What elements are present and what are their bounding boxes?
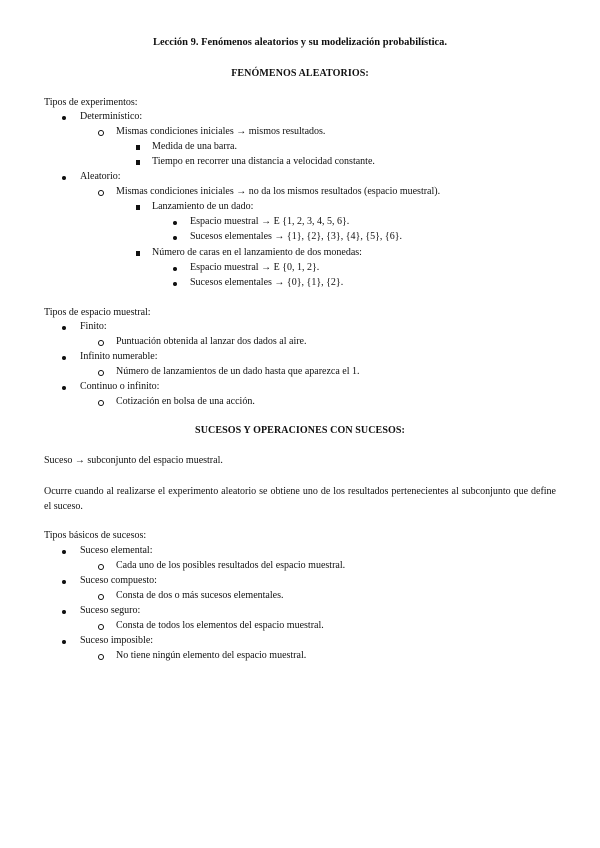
random-label: Aleatorio: <box>80 171 121 182</box>
bullet-circle-icon <box>96 127 106 138</box>
event-type-description: Consta de todos los elementos del espacio muestral. <box>116 620 324 631</box>
deterministic-description: Mismas condiciones iniciales → mismos resultados. <box>116 126 326 137</box>
bullet-circle-icon <box>96 337 106 348</box>
bullet-circle-icon <box>96 397 106 408</box>
bullet-dot-icon <box>170 263 180 274</box>
bullet-square-icon <box>133 142 143 153</box>
bullet-circle-icon <box>96 591 106 602</box>
coins-example-label: Número de caras en el lanzamiento de dos monedas: <box>152 247 362 258</box>
countable-label: Infinito numerable: <box>80 351 158 362</box>
bullet-dot-icon <box>59 172 69 183</box>
document-title: Lección 9. Fenómenos aleatorios y su modelización probabilística. <box>152 37 448 48</box>
bullet-circle-icon <box>96 651 106 662</box>
event-type-description: No tiene ningún elemento del espacio muestral. <box>116 650 307 661</box>
event-type-description: Consta de dos o más sucesos elementales. <box>116 590 284 601</box>
event-occurrence-paragraph: Ocurre cuando al realizarse el experimento aleatorio se obtiene uno de los resultados pertenecientes al subconjunto que define el suceso. <box>44 486 556 512</box>
experiment-types-label: Tipos de experimentos: <box>44 97 138 108</box>
bullet-dot-icon <box>170 232 180 243</box>
bullet-dot-icon <box>170 278 180 289</box>
bullet-circle-icon <box>96 187 106 198</box>
bullet-dot-icon <box>59 352 69 363</box>
bullet-dot-icon <box>170 217 180 228</box>
event-type-label: Suceso seguro: <box>80 605 141 616</box>
event-definition: Suceso → subconjunto del espacio muestral. <box>44 455 223 466</box>
bullet-square-icon <box>133 202 143 213</box>
bullet-square-icon <box>133 248 143 259</box>
bullet-square-icon <box>133 157 143 168</box>
event-type-label: Suceso imposible: <box>80 635 154 646</box>
die-example-label: Lanzamiento de un dado: <box>152 201 254 212</box>
bullet-dot-icon <box>59 606 69 617</box>
die-elementary-events: Sucesos elementales → {1}, {2}, {3}, {4}, {5}, {6}. <box>190 231 403 242</box>
section-heading-random-phenomena: FENÓMENOS ALEATORIOS: <box>231 68 369 79</box>
section-heading-events: SUCESOS Y OPERACIONES CON SUCESOS: <box>195 425 405 436</box>
event-type-description: Cada uno de los posibles resultados del espacio muestral. <box>116 560 346 571</box>
countable-example: Número de lanzamientos de un dado hasta que aparezca el 1. <box>116 366 360 377</box>
bullet-circle-icon <box>96 621 106 632</box>
bullet-circle-icon <box>96 561 106 572</box>
continuous-label: Continuo o infinito: <box>80 381 160 392</box>
finite-label: Finito: <box>80 321 107 332</box>
continuous-example: Cotización en bolsa de una acción. <box>116 396 255 407</box>
event-type-label: Suceso compuesto: <box>80 575 157 586</box>
sample-space-types-label: Tipos de espacio muestral: <box>44 307 151 318</box>
bullet-dot-icon <box>59 636 69 647</box>
random-description: Mismas condiciones iniciales → no da los mismos resultados (espacio muestral). <box>116 186 441 197</box>
coins-sample-space: Espacio muestral → E {0, 1, 2}. <box>190 262 320 273</box>
basic-event-types-label: Tipos básicos de sucesos: <box>44 530 147 541</box>
bullet-dot-icon <box>59 112 69 123</box>
bullet-dot-icon <box>59 576 69 587</box>
deterministic-example: Medida de una barra. <box>152 141 237 152</box>
bullet-dot-icon <box>59 382 69 393</box>
bullet-dot-icon <box>59 546 69 557</box>
bullet-dot-icon <box>59 322 69 333</box>
die-sample-space: Espacio muestral → E {1, 2, 3, 4, 5, 6}. <box>190 216 350 227</box>
bullet-circle-icon <box>96 367 106 378</box>
event-type-label: Suceso elemental: <box>80 545 153 556</box>
finite-example: Puntuación obtenida al lanzar dos dados al aire. <box>116 336 307 347</box>
coins-elementary-events: Sucesos elementales → {0}, {1}, {2}. <box>190 277 344 288</box>
deterministic-example: Tiempo en recorrer una distancia a velocidad constante. <box>152 156 375 167</box>
deterministic-label: Determinístico: <box>80 111 143 122</box>
